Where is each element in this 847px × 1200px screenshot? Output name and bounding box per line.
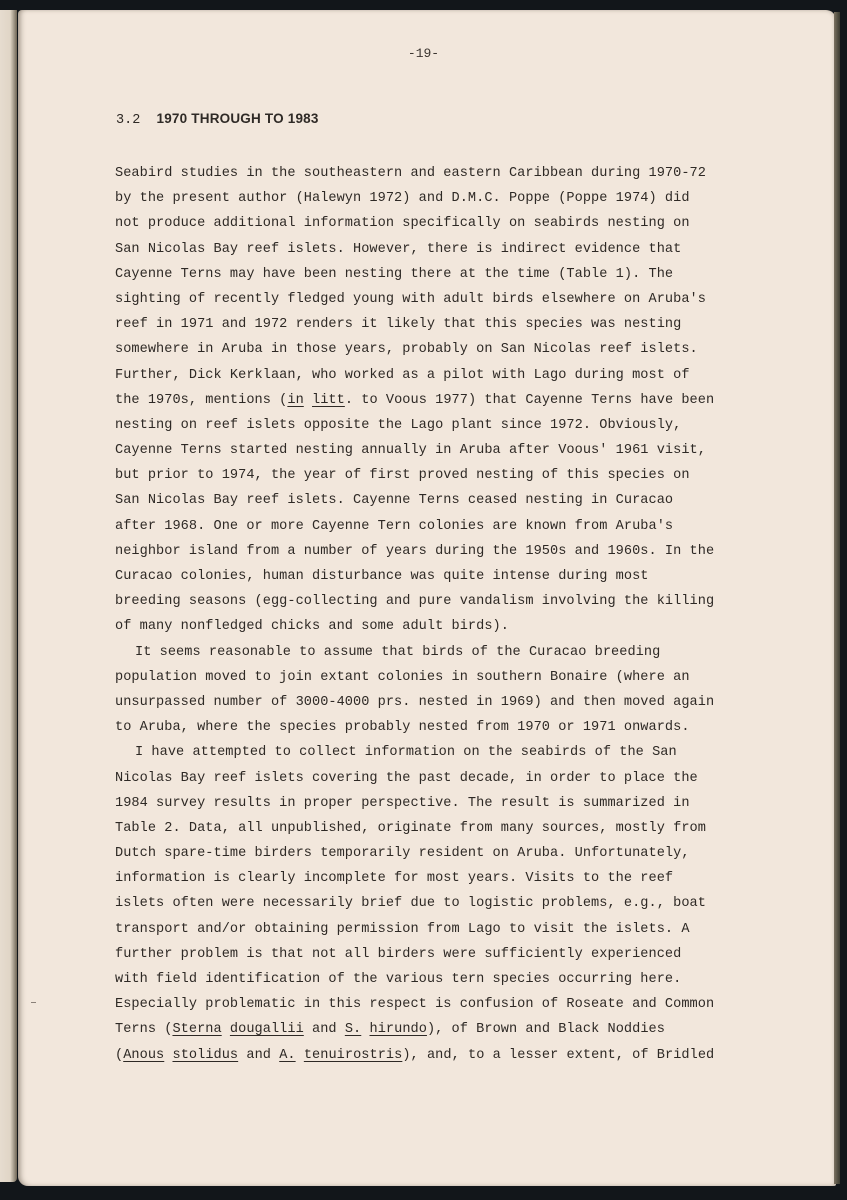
text-line-in-litt (115, 388, 755, 413)
facing-page-edge (0, 10, 17, 1182)
text-line-species (115, 1043, 755, 1068)
text-line: I have attempted to collect information on the seabirds of the San (135, 745, 677, 761)
text-line: unsurpassed number of 3000-4000 prs. nested in 1969) and then moved again (115, 694, 715, 710)
text-line: Further, Dick Kerklaan, who worked as a pilot with Lago during most of (115, 367, 690, 383)
underlined-term: Anous (123, 1047, 165, 1063)
text-line: Especially problematic in this respect is confusion of Roseate and Common (115, 997, 715, 1013)
text-line: reef in 1971 and 1972 renders it likely that this species was nesting (115, 317, 682, 333)
text-run (296, 1048, 304, 1063)
text-line: Table 2. Data, all unpublished, originate from many sources, mostly from (115, 820, 706, 836)
text-line: further problem is that not all birders were sufficiently experienced (115, 946, 682, 962)
text-line: by the present author (Halewyn 1972) and D.M.C. Poppe (Poppe 1974) did (115, 191, 690, 207)
text-line: Seabird studies in the southeastern and eastern Caribbean during 1970-72 (115, 166, 706, 181)
text-line: transport and/or obtaining permission from Lago to visit the islets. A (115, 921, 690, 937)
text-line: but prior to 1974, the year of first proved nesting of this species on (115, 468, 690, 484)
text-line: islets often were necessarily brief due to logistic problems, e.g., boat (115, 896, 706, 912)
text-run (222, 1022, 230, 1037)
body-text (115, 161, 755, 1068)
underlined-term: in (287, 392, 304, 408)
page-number: -19- (407, 46, 440, 61)
text-line: after 1968. One or more Cayenne Tern colonies are known from Aruba's (115, 518, 674, 534)
page-stack-edge (834, 12, 840, 1184)
text-run: the 1970s, mentions ( (115, 392, 288, 408)
text-run: ( (115, 1047, 124, 1063)
text-line: Curacao colonies, human disturbance was quite intense during most (115, 569, 649, 584)
text-line: San Nicolas Bay reef islets. However, there is indirect evidence that (115, 241, 682, 257)
text-line: sighting of recently fledged young with adult birds elsewhere on Aruba's (115, 291, 706, 307)
text-run: ), of Brown and Black Noddies (426, 1022, 665, 1038)
text-line: Cayenne Terns may have been nesting there at the time (Table 1). The (115, 266, 674, 282)
text-line: with field identification of the various tern species occurring here. (115, 972, 682, 987)
paragraph-3 (115, 740, 755, 1067)
underlined-term: tenuirostris (303, 1047, 403, 1063)
text-line: neighbor island from a number of years during the 1950s and 1960s. In the (115, 543, 715, 559)
underlined-term: dougallii (229, 1022, 304, 1038)
underlined-term: litt (312, 392, 345, 408)
text-run: Terns ( (115, 1022, 173, 1038)
text-line: to Aruba, where the species probably nested from 1970 or 1971 onwards. (115, 720, 690, 736)
text-line: of many nonfledged chicks and some adult birds). (115, 619, 509, 635)
section-heading (116, 111, 319, 128)
text-line: San Nicolas Bay reef islets. Cayenne Terns ceased nesting in Curacao (115, 493, 674, 509)
text-line: nesting on reef islets opposite the Lago plant since 1972. Obviously, (115, 417, 682, 433)
text-line: Cayenne Terns started nesting annually in Aruba after Voous' 1961 visit, (115, 443, 706, 459)
text-run: ), and, to a lesser extent, of Bridled (402, 1047, 715, 1063)
text-line: Nicolas Bay reef islets covering the past decade, in order to place the (115, 770, 698, 786)
margin-mark (31, 1002, 36, 1003)
text-line: Dutch spare-time birders temporarily resident on Aruba. Unfortunately, (115, 846, 690, 862)
paragraph-2 (115, 640, 755, 741)
text-run: and (303, 1022, 345, 1038)
paragraph-1 (115, 161, 755, 640)
underlined-term: hirundo (369, 1022, 427, 1038)
underlined-term: A. (279, 1047, 296, 1063)
text-line: breeding seasons (egg-collecting and pure vandalism involving the killing (115, 594, 715, 610)
text-line: 1984 survey results in proper perspective. The result is summarized in (115, 795, 690, 811)
underlined-term: Sterna (172, 1022, 222, 1038)
text-line: not produce additional information specifically on seabirds nesting on (115, 216, 690, 232)
underlined-term: stolidus (172, 1047, 239, 1063)
text-line-species (115, 1017, 755, 1042)
text-run: . to Voous 1977) that Cayenne Terns have been (344, 392, 715, 408)
section-number: 3.2 (116, 113, 141, 128)
underlined-term: S. (344, 1022, 362, 1038)
section-title: 1970 THROUGH TO 1983 (156, 111, 319, 126)
text-line: somewhere in Aruba in those years, probably on San Nicolas reef islets. (115, 342, 698, 358)
text-line: information is clearly incomplete for most years. Visits to the reef (115, 871, 674, 887)
text-line: It seems reasonable to assume that birds of the Curacao breeding (135, 644, 661, 660)
text-line: population moved to join extant colonies in southern Bonaire (where an (115, 669, 690, 685)
text-run (304, 393, 312, 408)
text-run: and (238, 1047, 280, 1063)
